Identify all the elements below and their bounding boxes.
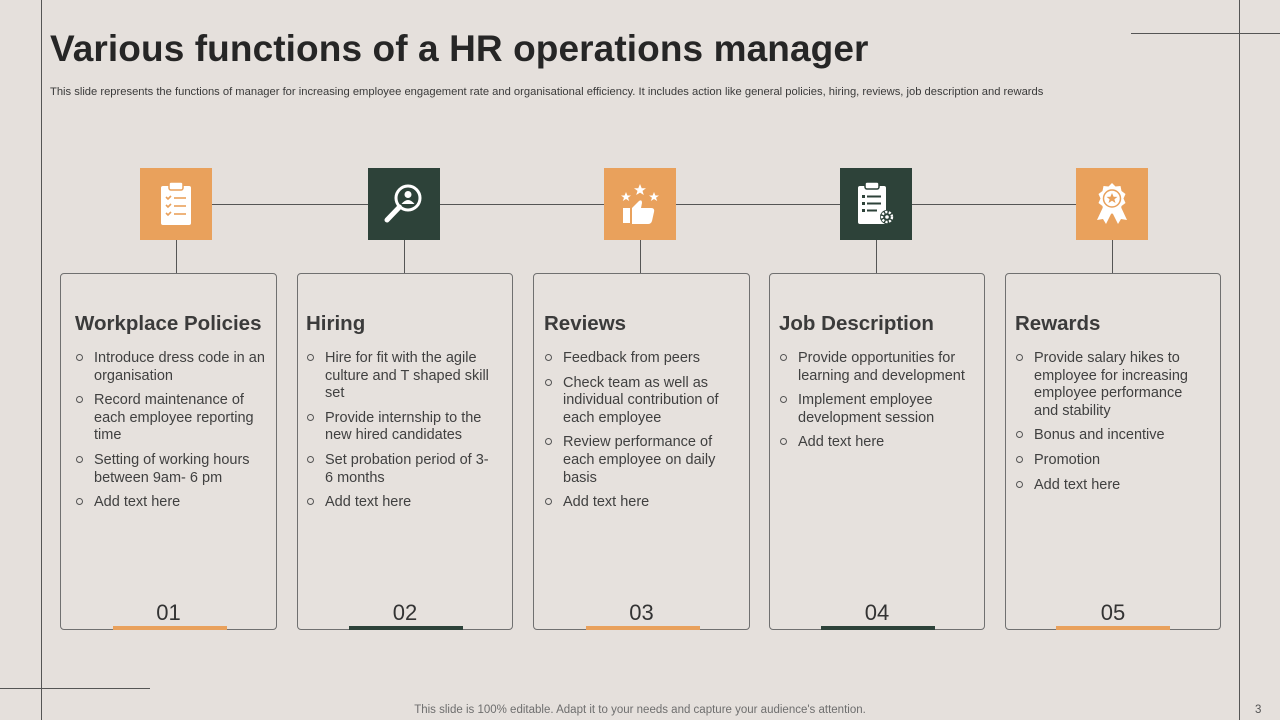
icon-box-1 <box>140 168 212 240</box>
list-item: Check team as well as individual contribution of each employee <box>544 375 735 428</box>
list-item: Provide salary hikes to employee for increasing employee performance and stability <box>1015 350 1204 420</box>
bullet-circle-icon <box>307 456 314 463</box>
clipboard-gear-icon <box>855 181 897 227</box>
bullet-list <box>779 350 976 459</box>
stem-2 <box>404 240 405 274</box>
card-accent-bar <box>349 626 463 630</box>
list-item: Setting of working hours between 9am- 6 pm <box>75 452 270 487</box>
bullet-circle-icon <box>76 456 83 463</box>
bullet-circle-icon <box>76 354 83 361</box>
list-item: Add text here <box>1015 477 1204 495</box>
bullet-list <box>544 350 735 519</box>
card-title: Reviews <box>544 312 627 335</box>
stem-1 <box>176 240 177 274</box>
icon-box-3 <box>604 168 676 240</box>
bullet-circle-icon <box>780 438 787 445</box>
card-accent-bar <box>821 626 935 630</box>
bullet-circle-icon <box>545 438 552 445</box>
card-number: 05 <box>1100 600 1126 625</box>
icon-box-5 <box>1076 168 1148 240</box>
top-right-decor-line <box>1131 33 1280 34</box>
bullet-circle-icon <box>76 396 83 403</box>
footer-note: This slide is 100% editable. Adapt it to your needs and capture your audience's attention. <box>414 704 866 716</box>
list-item: Introduce dress code in an organisation <box>75 350 270 385</box>
stem-4 <box>876 240 877 274</box>
page-subtitle: This slide represents the functions of manager for increasing employee engagement rate and organisational efficiency. It includes action like general policies, hiring, reviews, job description and rewards <box>50 86 1044 98</box>
card-title: Hiring <box>306 312 366 335</box>
bullet-circle-icon <box>780 396 787 403</box>
list-item: Add text here <box>75 494 270 512</box>
page-number: 3 <box>1255 704 1262 716</box>
list-item: Provide opportunities for learning and development <box>779 350 976 385</box>
list-item: Record maintenance of each employee reporting time <box>75 392 270 445</box>
card-hiring <box>297 273 513 630</box>
bullet-circle-icon <box>76 498 83 505</box>
bullet-circle-icon <box>545 354 552 361</box>
bullet-circle-icon <box>545 498 552 505</box>
bullet-circle-icon <box>307 354 314 361</box>
card-title: Workplace Policies <box>75 312 262 335</box>
list-item: Add text here <box>306 494 490 512</box>
card-number: 04 <box>864 600 890 625</box>
magnifier-person-icon <box>381 181 427 227</box>
bullet-circle-icon <box>307 414 314 421</box>
list-item: Feedback from peers <box>544 350 735 368</box>
thumbs-up-stars-icon <box>616 181 664 227</box>
bullet-list <box>75 350 270 519</box>
bullet-list <box>306 350 490 519</box>
card-job-description <box>769 273 985 630</box>
list-item: Add text here <box>544 494 735 512</box>
icon-box-4 <box>840 168 912 240</box>
list-item: Bonus and incentive <box>1015 427 1204 445</box>
bullet-circle-icon <box>1016 431 1023 438</box>
bottom-left-decor-line <box>0 688 150 689</box>
card-workplace-policies <box>60 273 277 630</box>
list-item: Provide internship to the new hired candidates <box>306 410 490 445</box>
bullet-circle-icon <box>1016 456 1023 463</box>
left-frame-line <box>41 0 42 720</box>
stem-3 <box>640 240 641 274</box>
card-reviews <box>533 273 750 630</box>
card-rewards <box>1005 273 1221 630</box>
stem-5 <box>1112 240 1113 274</box>
card-number: 01 <box>156 600 181 625</box>
award-ribbon-icon <box>1091 181 1133 227</box>
bullet-circle-icon <box>1016 354 1023 361</box>
card-title: Rewards <box>1015 312 1101 335</box>
list-item: Review performance of each employee on daily basis <box>544 434 735 487</box>
bullet-circle-icon <box>780 354 787 361</box>
bullet-circle-icon <box>307 498 314 505</box>
card-number: 03 <box>629 600 654 625</box>
bullet-circle-icon <box>1016 481 1023 488</box>
list-item: Promotion <box>1015 452 1204 470</box>
bullet-list <box>1015 350 1204 501</box>
bullet-circle-icon <box>545 379 552 386</box>
list-item: Hire for fit with the agile culture and T shaped skill set <box>306 350 490 403</box>
card-number: 02 <box>392 600 418 625</box>
clipboard-checklist-icon <box>157 181 195 227</box>
icon-box-2 <box>368 168 440 240</box>
list-item: Add text here <box>779 434 976 452</box>
card-accent-bar <box>113 626 227 630</box>
page-title: Various functions of a HR operations manager <box>50 28 869 69</box>
card-accent-bar <box>1056 626 1170 630</box>
list-item: Implement employee development session <box>779 392 976 427</box>
card-accent-bar <box>586 626 700 630</box>
card-title: Job Description <box>779 312 934 335</box>
right-frame-line <box>1239 0 1240 720</box>
list-item: Set probation period of 3-6 months <box>306 452 490 487</box>
